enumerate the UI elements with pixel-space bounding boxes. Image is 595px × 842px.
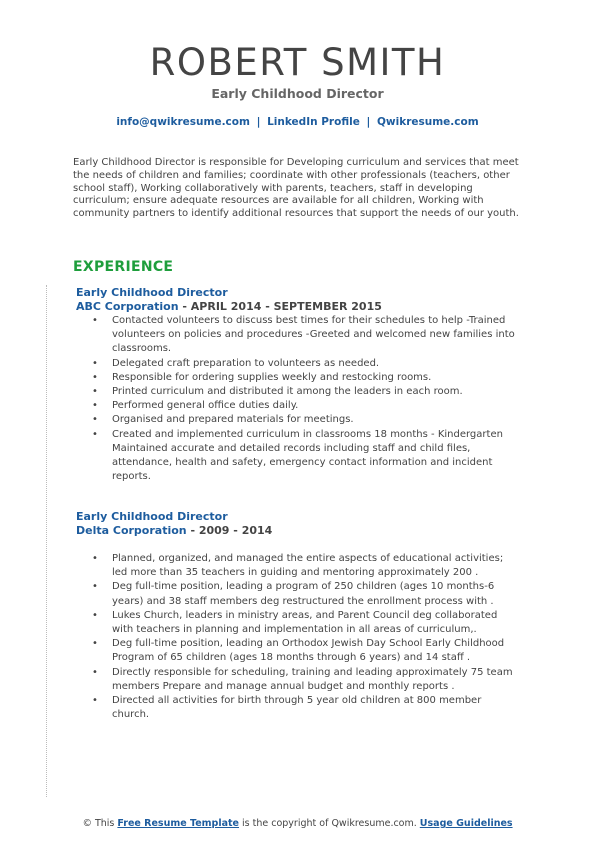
list-item: • Responsible for ordering supplies weekly and restocking rooms. [76,371,516,385]
list-item: • Deg full-time position, leading an Orthodox Jewish Day School Early Childhood Program of 65 children (ages 18 months through 6 years) and 14 staff . [76,637,516,665]
footer [0,818,595,829]
job-dates: - APRIL 2014 - SEPTEMBER 2015 [178,300,382,313]
usage-guidelines-link[interactable]: Usage Guidelines [419,818,513,829]
candidate-title: Early Childhood Director [211,86,384,101]
list-item: • Contacted volunteers to discuss best times for their schedules to help -Trained volunteers on policies and procedures -Greeted and welcomed new families into classrooms. [76,314,516,357]
job-company-line [76,524,516,538]
job-company-line [76,300,516,314]
list-item: • Created and implemented curriculum in classrooms 18 months - Kindergarten Maintained accurate and detailed records including staff and child files, attendance, health and safety, emergency contact information and incident reports. [76,428,516,485]
list-item: • Directly responsible for scheduling, training and leading approximately 75 team members Prepare and manage annual budget and monthly reports . [76,666,516,694]
job-dates: - 2009 - 2014 [186,524,273,537]
email-link[interactable]: info@qwikresume.com [116,116,250,128]
list-item: • Delegated craft preparation to volunteers as needed. [76,357,516,371]
linkedin-link[interactable]: LinkedIn Profile [267,116,360,128]
list-item: • Organised and prepared materials for meetings. [76,413,516,427]
job-company: Delta Corporation [76,524,187,537]
list-item: • Directed all activities for birth through 5 year old children at 800 member church. [76,694,516,722]
contact-separator: | [256,116,261,128]
contact-separator: | [366,116,371,128]
footer-middle: is the copyright of Qwikresume.com. [239,818,420,829]
job-bullet-list [76,314,516,484]
list-item: • Printed curriculum and distributed it among the leaders in each room. [76,385,516,399]
list-item: • Deg full-time position, leading a program of 250 children (ages 10 months-6 years) and 38 staff members deg restructured the enrollment process with . [76,580,516,608]
job-entry [76,286,516,484]
job-role: Early Childhood Director [76,510,228,523]
experience-heading: EXPERIENCE [73,259,174,275]
list-item: • Lukes Church, leaders in ministry areas, and Parent Council deg collaborated with teachers in planning and implementation in all areas of curriculum,. [76,609,516,637]
job-entry [76,510,516,722]
summary-paragraph: Early Childhood Director is responsible for Developing curriculum and services that meet the needs of children and families; coordinate with other professionals (teachers, other school staff), Working collaboratively with parents, teachers, staff in developing curriculum; ensure adequate resources are available for all children, Working with community partners to identify additional resources that support the needs of our youth. [73,157,519,220]
contact-line [0,116,595,128]
job-role: Early Childhood Director [76,286,228,299]
website-link[interactable]: Qwikresume.com [376,116,479,128]
list-item: • Planned, organized, and managed the entire aspects of educational activities; led more than 35 teachers in guiding and mentoring approximately 200 . [76,552,516,580]
job-company: ABC Corporation [76,300,179,313]
job-bullet-list [76,552,516,722]
timeline-divider [46,285,47,797]
free-resume-template-link[interactable]: Free Resume Template [117,818,239,829]
candidate-name: ROBERT SMITH [149,41,446,84]
footer-prefix: © This [82,818,118,829]
list-item: • Performed general office duties daily. [76,399,516,413]
